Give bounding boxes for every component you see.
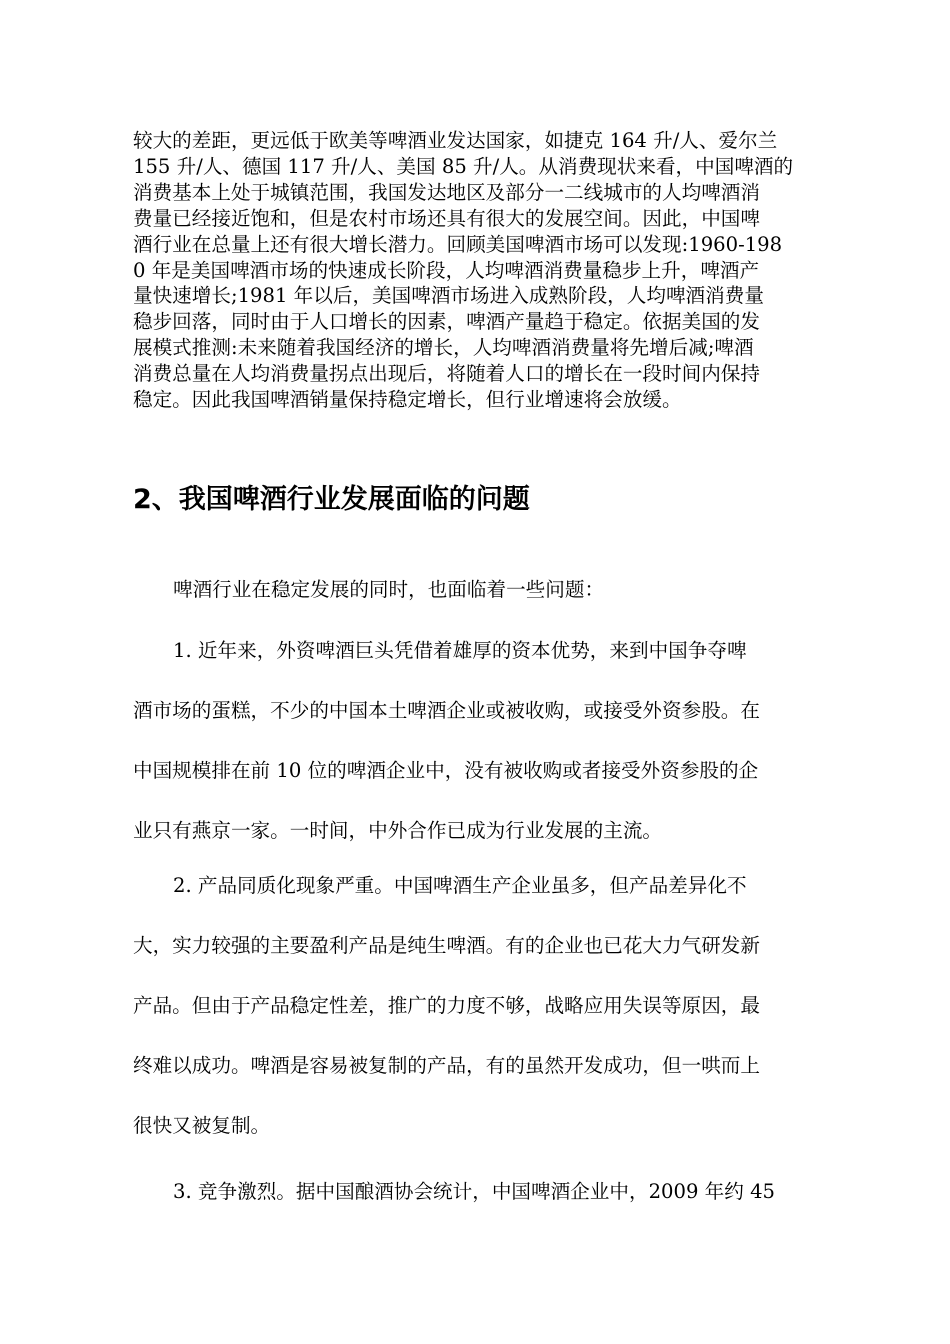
text-line: 消费基本上处于城镇范围，我国发达地区及部分一二线城市的人均啤酒消 (133, 180, 760, 204)
paragraph-intro (133, 560, 823, 620)
text-line: 0 年是美国啤酒市场的快速成长阶段，人均啤酒消费量稳步上升，啤酒产 (133, 258, 760, 282)
text-line: 较大的差距，更远低于欧美等啤酒业发达国家，如捷克 164 升/人、爱尔兰 (133, 129, 778, 152)
text-line: 展模式推测:未来随着我国经济的增长，人均啤酒消费量将先增后减;啤酒 (133, 336, 754, 360)
text-line: 155 升/人、德国 117 升/人、美国 85 升/人。从消费现状来看，中国啤酒的 (133, 154, 794, 178)
text-line: 业只有燕京一家。一时间，中外合作已成为行业发展的主流。 (133, 819, 663, 842)
text-line: 终难以成功。啤酒是容易被复制的产品，有的虽然开发成功，但一哄而上 (133, 1054, 760, 1077)
list-item-3 (133, 1162, 823, 1222)
list-item-2 (133, 856, 823, 1156)
text-line: 费量已经接近饱和，但是农村市场还具有很大的发展空间。因此，中国啤 (133, 206, 760, 230)
list-item-1 (133, 621, 823, 861)
section-heading: 2、我国啤酒行业发展面临的问题 (133, 484, 530, 515)
text-line: 酒市场的蛋糕，不少的中国本土啤酒企业或被收购，或接受外资参股。在 (133, 699, 760, 722)
text-line: 2. 产品同质化现象严重。中国啤酒生产企业虽多，但产品差异化不 (173, 874, 747, 897)
text-line: 啤酒行业在稳定发展的同时，也面临着一些问题： (173, 578, 605, 601)
text-line: 稳定。因此我国啤酒销量保持稳定增长，但行业增速将会放缓。 (133, 388, 682, 412)
text-line: 3. 竞争激烈。据中国酿酒协会统计，中国啤酒企业中，2009 年约 45 (173, 1180, 776, 1203)
text-line: 消费总量在人均消费量拐点出现后，将随着人口的增长在一段时间内保持 (133, 362, 760, 386)
text-line: 很快又被复制。 (133, 1114, 271, 1137)
paragraph-beer-consumption (133, 128, 823, 413)
text-line: 中国规模排在前 10 位的啤酒企业中，没有被收购或者接受外资参股的企 (133, 759, 759, 782)
text-line: 酒行业在总量上还有很大增长潜力。回顾美国啤酒市场可以发现:1960-198 (133, 232, 783, 256)
text-line: 1. 近年来，外资啤酒巨头凭借着雄厚的资本优势，来到中国争夺啤 (173, 639, 747, 662)
text-line: 量快速增长;1981 年以后，美国啤酒市场进入成熟阶段，人均啤酒消费量 (133, 284, 764, 308)
text-line: 产品。但由于产品稳定性差，推广的力度不够，战略应用失误等原因，最 (133, 994, 760, 1017)
text-line: 稳步回落，同时由于人口增长的因素，啤酒产量趋于稳定。依据美国的发 (133, 310, 760, 334)
text-line: 大，实力较强的主要盈利产品是纯生啤酒。有的企业也已花大力气研发新 (133, 934, 760, 957)
